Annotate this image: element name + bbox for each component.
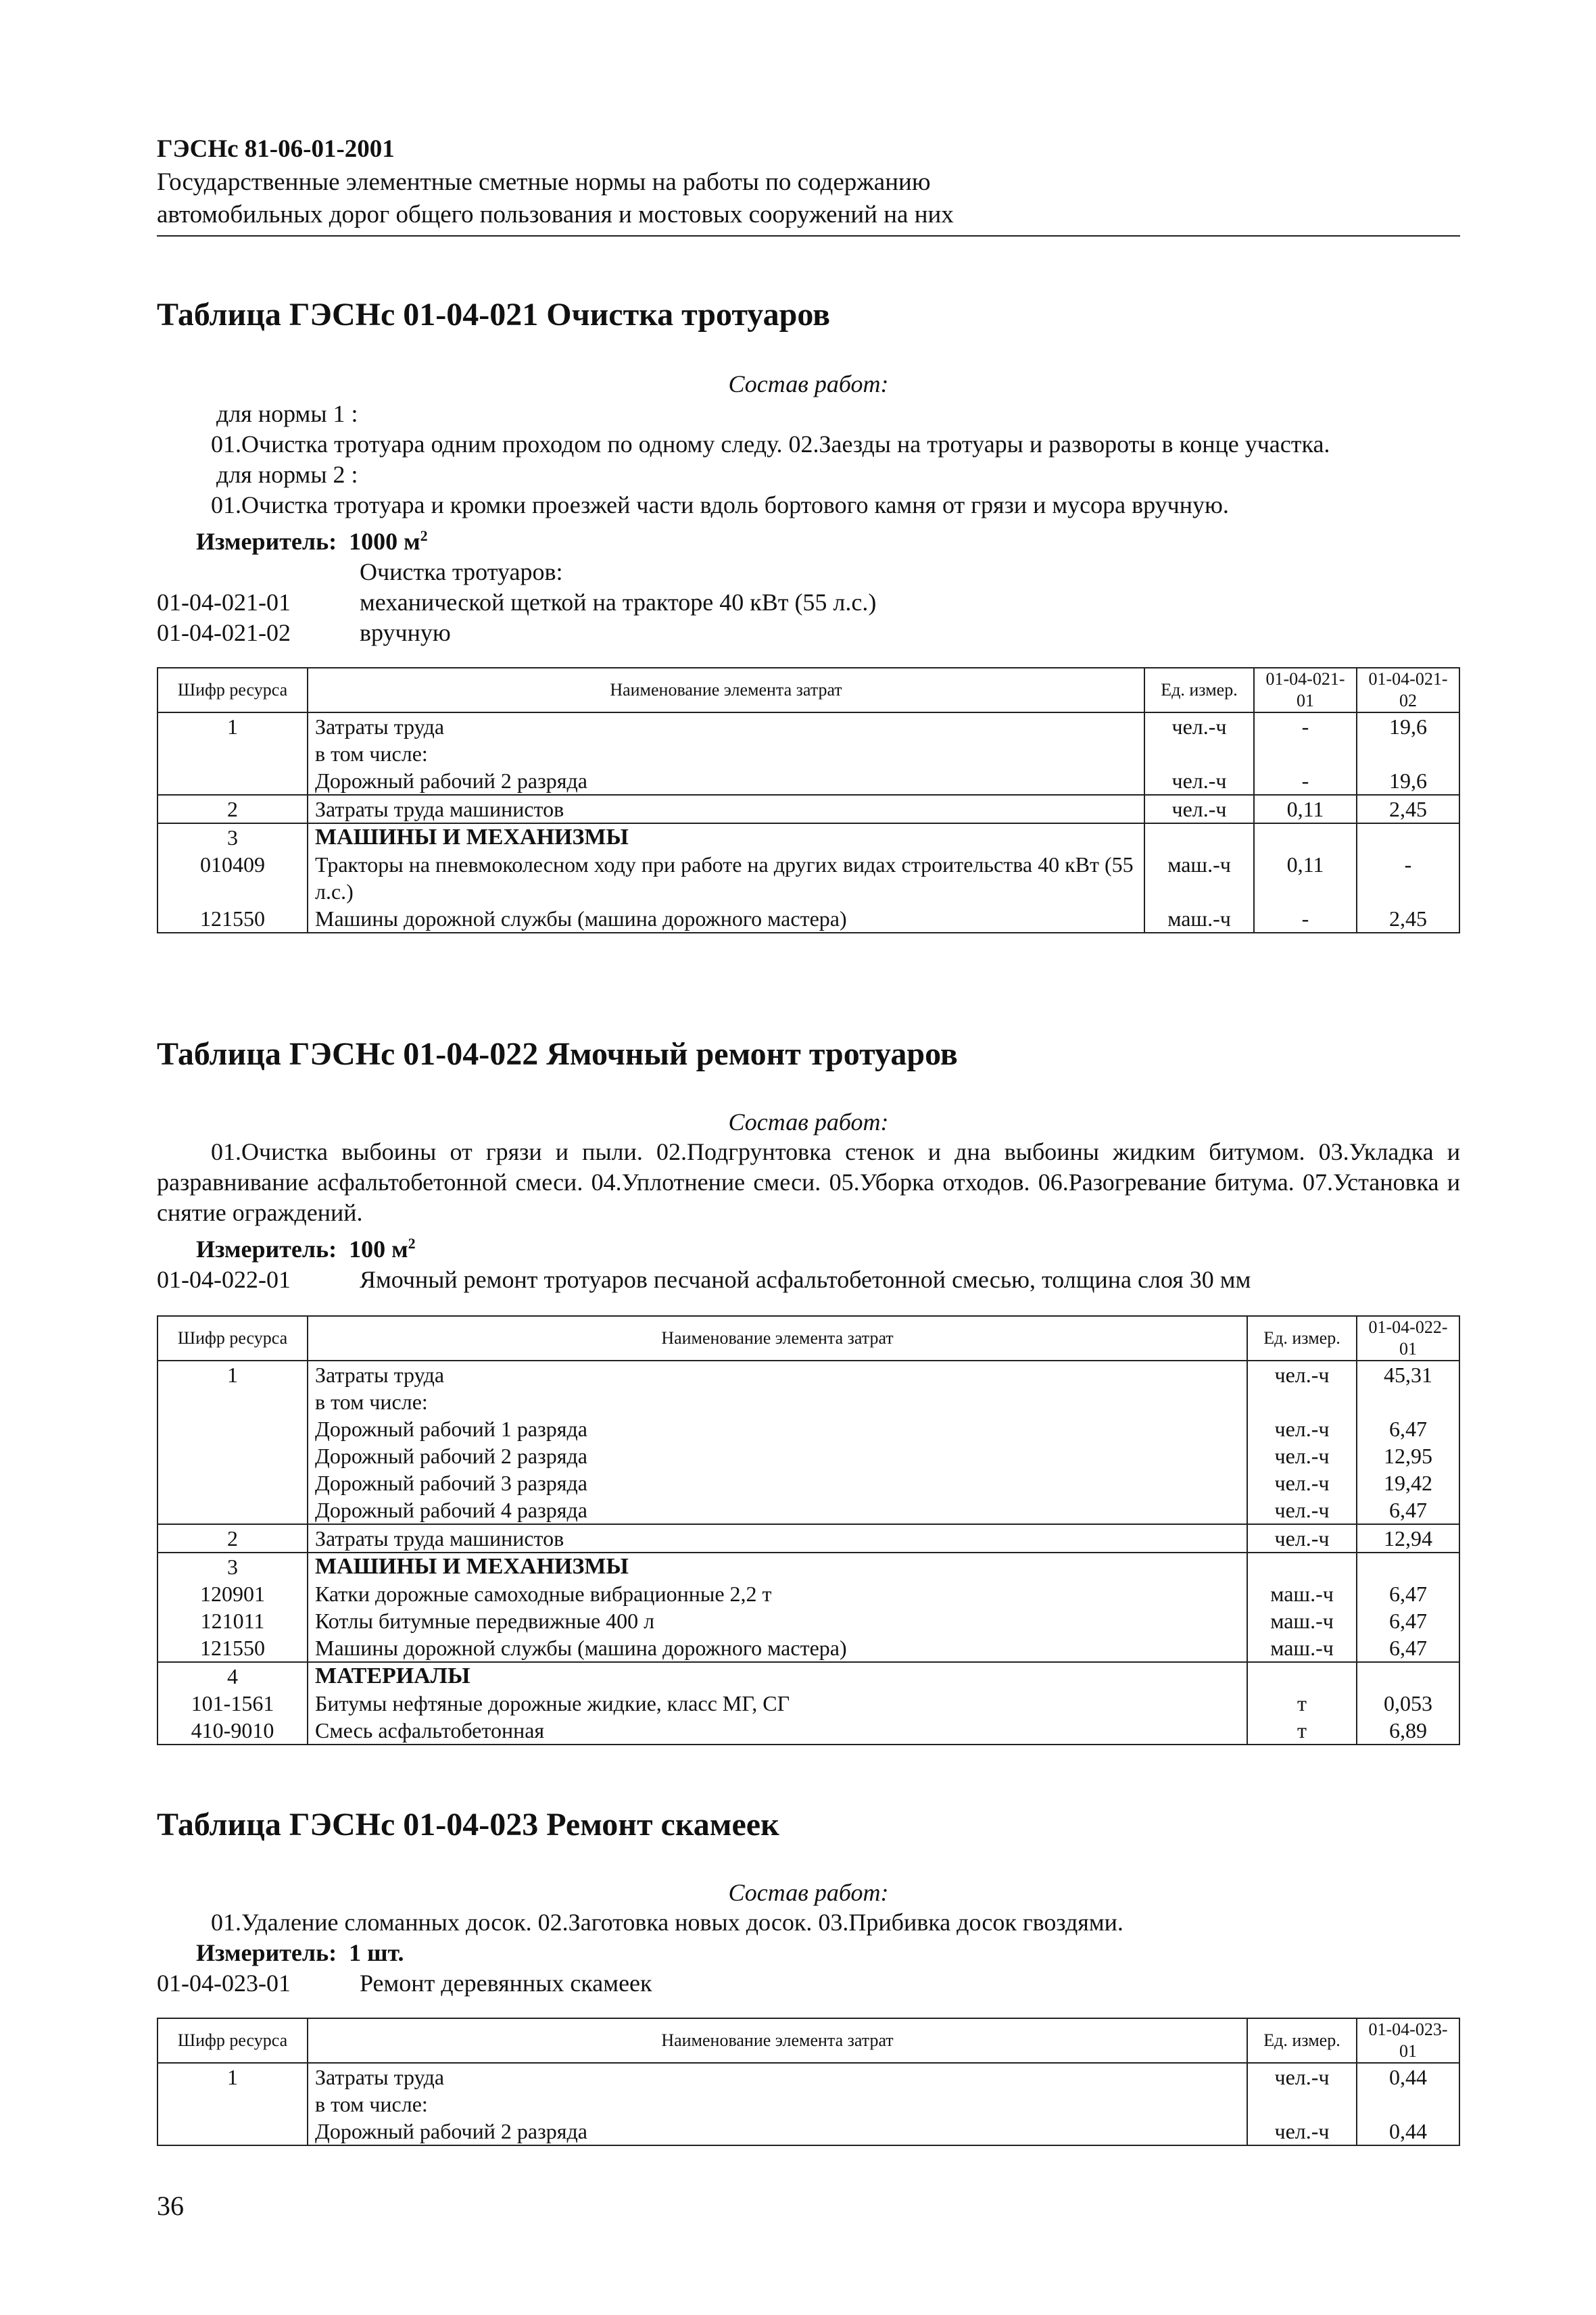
table-row [158, 1553, 1459, 1580]
cell-code [158, 1469, 308, 1496]
cell-name: Дорожный рабочий 2 разряда [308, 767, 1144, 795]
norm2-text: 01.Очистка тротуара и кромки проезжей части вдоль бортового камня от грязи и мусора вручную. [211, 491, 1229, 518]
cell-code: 1 [158, 712, 308, 740]
header-code: ГЭСНс 81-06-01-2001 [157, 135, 395, 163]
cell-name: Дорожный рабочий 4 разряда [308, 1496, 1247, 1524]
col-header-val-2: 01-04-021-02 [1357, 668, 1459, 712]
cell-val [1357, 2091, 1459, 2118]
cell-name: Машины дорожной службы (машина дорожного мастера) [308, 905, 1144, 933]
table-row [158, 823, 1459, 851]
cell-name: Катки дорожные самоходные вибрационные 2,2 т [308, 1580, 1247, 1607]
cell-val: - [1357, 851, 1459, 905]
table-row [158, 740, 1459, 767]
composition-label: Состав работ: [728, 1879, 889, 1906]
resource-table [157, 667, 1460, 933]
cell-val: 6,47 [1357, 1580, 1459, 1607]
cell-name: Дорожный рабочий 2 разряда [308, 2118, 1247, 2145]
measure-value: 1000 м [349, 528, 420, 555]
col-header-code: Шифр ресурса [158, 668, 308, 712]
cell-val: - [1254, 905, 1357, 933]
section-01-04-021 [157, 295, 1460, 933]
table-row [158, 1442, 1459, 1469]
header-line-1: Государственные элементные сметные нормы на работы по содержанию [157, 168, 931, 196]
cell-val: - [1254, 767, 1357, 795]
norm1-text: 01.Очистка тротуара одним проходом по одному следу. 02.Заезды на тротуары и развороты в конце участка. [211, 431, 1330, 458]
col-header-unit: Ед. измер. [1247, 2018, 1357, 2063]
cell-name: Затраты труда машинистов [308, 1524, 1247, 1553]
cell-code [158, 740, 308, 767]
cell-val: 6,47 [1357, 1634, 1459, 1662]
norm-code: 01-04-022-01 [157, 1266, 291, 1293]
cell-unit: чел.-ч [1247, 2118, 1357, 2145]
composition-text: 01.Удаление сломанных досок. 02.Заготовка новых досок. 03.Прибивка досок гвоздями. [211, 1909, 1123, 1936]
composition-label: Состав работ: [728, 370, 889, 397]
col-header-name: Наименование элемента затрат [308, 1316, 1247, 1361]
norm-code: 01-04-021-01 [157, 589, 291, 616]
table-row [158, 1388, 1459, 1415]
table-row [158, 1469, 1459, 1496]
norm-code: 01-04-023-01 [157, 1970, 291, 1997]
cell-unit: маш.-ч [1144, 905, 1254, 933]
table-row [158, 1690, 1459, 1717]
cell-unit: чел.-ч [1247, 1361, 1357, 1388]
cell-code: 121550 [158, 1634, 308, 1662]
section-01-04-022 [157, 1034, 1460, 1745]
cell-val: 6,47 [1357, 1415, 1459, 1442]
cell-name: Тракторы на пневмоколесном ходу при работе на других видах строительства 40 кВт (55 л.с.) [308, 851, 1144, 905]
cell-unit: чел.-ч [1144, 712, 1254, 740]
measure-label: Измеритель: [196, 1236, 337, 1263]
measure-label: Измеритель: [196, 528, 337, 555]
cell-val: 6,47 [1357, 1607, 1459, 1634]
cell-val: - [1254, 712, 1357, 740]
cell-code: 101-1561 [158, 1690, 308, 1717]
cell-code: 010409 [158, 851, 308, 905]
cell-section-heading: МАШИНЫ И МЕХАНИЗМЫ [308, 1553, 1247, 1580]
cell-val: 12,95 [1357, 1442, 1459, 1469]
table-row [158, 1361, 1459, 1388]
table-row [158, 1496, 1459, 1524]
table-row [158, 1607, 1459, 1634]
col-header-name: Наименование элемента затрат [308, 2018, 1247, 2063]
cell-val: 0,44 [1357, 2063, 1459, 2091]
table-row [158, 2091, 1459, 2118]
col-header-unit: Ед. измер. [1144, 668, 1254, 712]
cell-val [1357, 823, 1459, 851]
cell-section-heading: МАШИНЫ И МЕХАНИЗМЫ [308, 823, 1144, 851]
composition-text: 01.Очистка выбоины от грязи и пыли. 02.Подгрунтовка стенок и дна выбоины жидким битумом. 03.Укладка и разравнивание асфальтобетонной смеси. 04.Уплотнение смеси. 05.Уборка отходов. 06.Разогревание битума. 07.Установка и снятие ограждений. [157, 1138, 1460, 1226]
cell-code [158, 1415, 308, 1442]
norm-name: Ремонт деревянных скамеек [360, 1970, 652, 1997]
cell-val: 12,94 [1357, 1524, 1459, 1553]
resource-table [157, 1315, 1460, 1745]
col-header-val-1: 01-04-023-01 [1357, 2018, 1459, 2063]
cell-unit: маш.-ч [1247, 1607, 1357, 1634]
cell-code [158, 2118, 308, 2145]
table-title: Таблица ГЭСНс 01-04-021 Очистка тротуаров [157, 297, 831, 333]
cell-unit: т [1247, 1717, 1357, 1745]
cell-code [158, 1442, 308, 1469]
cell-code: 3 [158, 1553, 308, 1580]
measure [157, 1228, 1460, 1265]
norm2-label: для нормы 2 : [216, 461, 358, 488]
table-row [158, 851, 1459, 905]
cell-code: 2 [158, 795, 308, 823]
cell-name: в том числе: [308, 1388, 1247, 1415]
cell-code: 121011 [158, 1607, 308, 1634]
cell-unit [1247, 1553, 1357, 1580]
cell-val [1254, 823, 1357, 851]
table-row [158, 1580, 1459, 1607]
group-title: Очистка тротуаров: [360, 558, 563, 585]
cell-name: Машины дорожной службы (машина дорожного мастера) [308, 1634, 1247, 1662]
cell-unit: т [1247, 1690, 1357, 1717]
table-row [158, 1634, 1459, 1662]
cell-name: Затраты труда [308, 2063, 1247, 2091]
table-row [158, 905, 1459, 933]
cell-unit: маш.-ч [1247, 1580, 1357, 1607]
measure-value: 1 шт. [349, 1939, 404, 1966]
measure-sup: 2 [420, 527, 428, 544]
cell-unit: чел.-ч [1144, 767, 1254, 795]
header-line-2: автомобильных дорог общего пользования и мостовых сооружений на них [157, 201, 954, 228]
cell-code: 2 [158, 1524, 308, 1553]
cell-val: 45,31 [1357, 1361, 1459, 1388]
cell-unit [1144, 740, 1254, 767]
cell-unit [1247, 2091, 1357, 2118]
cell-val: 0,44 [1357, 2118, 1459, 2145]
cell-unit: чел.-ч [1247, 1442, 1357, 1469]
cell-unit: чел.-ч [1247, 2063, 1357, 2091]
table-row [158, 2118, 1459, 2145]
cell-val [1357, 740, 1459, 767]
table-row [158, 712, 1459, 740]
section-01-04-023 [157, 1805, 1460, 2146]
cell-val: 19,6 [1357, 712, 1459, 740]
norm-line [157, 587, 1460, 618]
table-title: Таблица ГЭСНс 01-04-022 Ямочный ремонт тротуаров [157, 1036, 958, 1072]
measure [157, 520, 1460, 557]
cell-code: 1 [158, 1361, 308, 1388]
table-header-row [158, 2018, 1459, 2063]
cell-code: 1 [158, 2063, 308, 2091]
col-header-val-1: 01-04-021-01 [1254, 668, 1357, 712]
page-number: 36 [157, 2191, 184, 2221]
cell-val: 19,6 [1357, 767, 1459, 795]
cell-val: 2,45 [1357, 795, 1459, 823]
cell-unit: чел.-ч [1247, 1415, 1357, 1442]
table-row [158, 1662, 1459, 1690]
cell-unit [1144, 823, 1254, 851]
cell-name: Битумы нефтяные дорожные жидкие, класс МГ, СГ [308, 1690, 1247, 1717]
cell-code [158, 1496, 308, 1524]
norm1-label: для нормы 1 : [216, 400, 358, 427]
cell-name: в том числе: [308, 2091, 1247, 2118]
norm-name: Ямочный ремонт тротуаров песчаной асфальтобетонной смесью, толщина слоя 30 мм [360, 1266, 1251, 1293]
table-row [158, 1415, 1459, 1442]
cell-unit: чел.-ч [1144, 795, 1254, 823]
cell-name: Затраты труда [308, 1361, 1247, 1388]
norm-line [157, 1265, 1460, 1295]
cell-name: Затраты труда [308, 712, 1144, 740]
cell-val [1357, 1553, 1459, 1580]
table-title: Таблица ГЭСНс 01-04-023 Ремонт скамеек [157, 1807, 779, 1843]
cell-code: 121550 [158, 905, 308, 933]
cell-val: 0,11 [1254, 795, 1357, 823]
cell-val: 19,42 [1357, 1469, 1459, 1496]
col-header-val-1: 01-04-022-01 [1357, 1316, 1459, 1361]
cell-val [1357, 1662, 1459, 1690]
table-row [158, 767, 1459, 795]
measure-sup: 2 [408, 1235, 416, 1252]
table-row [158, 795, 1459, 823]
table-header-row [158, 668, 1459, 712]
norm-code: 01-04-021-02 [157, 619, 291, 646]
norm-line [157, 618, 1460, 648]
table-row [158, 1524, 1459, 1553]
cell-val: 2,45 [1357, 905, 1459, 933]
measure [157, 1938, 1460, 1968]
cell-section-heading: МАТЕРИАЛЫ [308, 1662, 1247, 1690]
cell-name: Затраты труда машинистов [308, 795, 1144, 823]
cell-code [158, 1388, 308, 1415]
cell-name: Дорожный рабочий 1 разряда [308, 1415, 1247, 1442]
cell-code: 4 [158, 1662, 308, 1690]
cell-val [1254, 740, 1357, 767]
cell-val: 6,47 [1357, 1496, 1459, 1524]
norm-name: вручную [360, 619, 451, 646]
cell-unit: маш.-ч [1144, 851, 1254, 905]
cell-code [158, 767, 308, 795]
cell-unit [1247, 1662, 1357, 1690]
header-rule [157, 235, 1460, 237]
document-header [157, 132, 1460, 231]
col-header-code: Шифр ресурса [158, 1316, 308, 1361]
table-row [158, 1717, 1459, 1745]
cell-name: Смесь асфальтобетонная [308, 1717, 1247, 1745]
cell-code: 3 [158, 823, 308, 851]
col-header-unit: Ед. измер. [1247, 1316, 1357, 1361]
resource-table [157, 2018, 1460, 2146]
cell-unit: чел.-ч [1247, 1524, 1357, 1553]
col-header-code: Шифр ресурса [158, 2018, 308, 2063]
cell-code: 120901 [158, 1580, 308, 1607]
cell-val: 6,89 [1357, 1717, 1459, 1745]
cell-name: в том числе: [308, 740, 1144, 767]
cell-val: 0,053 [1357, 1690, 1459, 1717]
measure-label: Измеритель: [196, 1939, 337, 1966]
cell-val: 0,11 [1254, 851, 1357, 905]
col-header-name: Наименование элемента затрат [308, 668, 1144, 712]
cell-unit: чел.-ч [1247, 1496, 1357, 1524]
cell-name: Котлы битумные передвижные 400 л [308, 1607, 1247, 1634]
cell-code: 410-9010 [158, 1717, 308, 1745]
composition-label: Состав работ: [728, 1108, 889, 1136]
cell-name: Дорожный рабочий 2 разряда [308, 1442, 1247, 1469]
table-row [158, 2063, 1459, 2091]
cell-unit [1247, 1388, 1357, 1415]
cell-code [158, 2091, 308, 2118]
measure-value: 100 м [349, 1236, 408, 1263]
cell-unit: чел.-ч [1247, 1469, 1357, 1496]
table-header-row [158, 1316, 1459, 1361]
cell-unit: маш.-ч [1247, 1634, 1357, 1662]
cell-name: Дорожный рабочий 3 разряда [308, 1469, 1247, 1496]
norm-name: механической щеткой на тракторе 40 кВт (55 л.с.) [360, 589, 877, 616]
cell-val [1357, 1388, 1459, 1415]
norm-line [157, 1968, 1460, 1999]
